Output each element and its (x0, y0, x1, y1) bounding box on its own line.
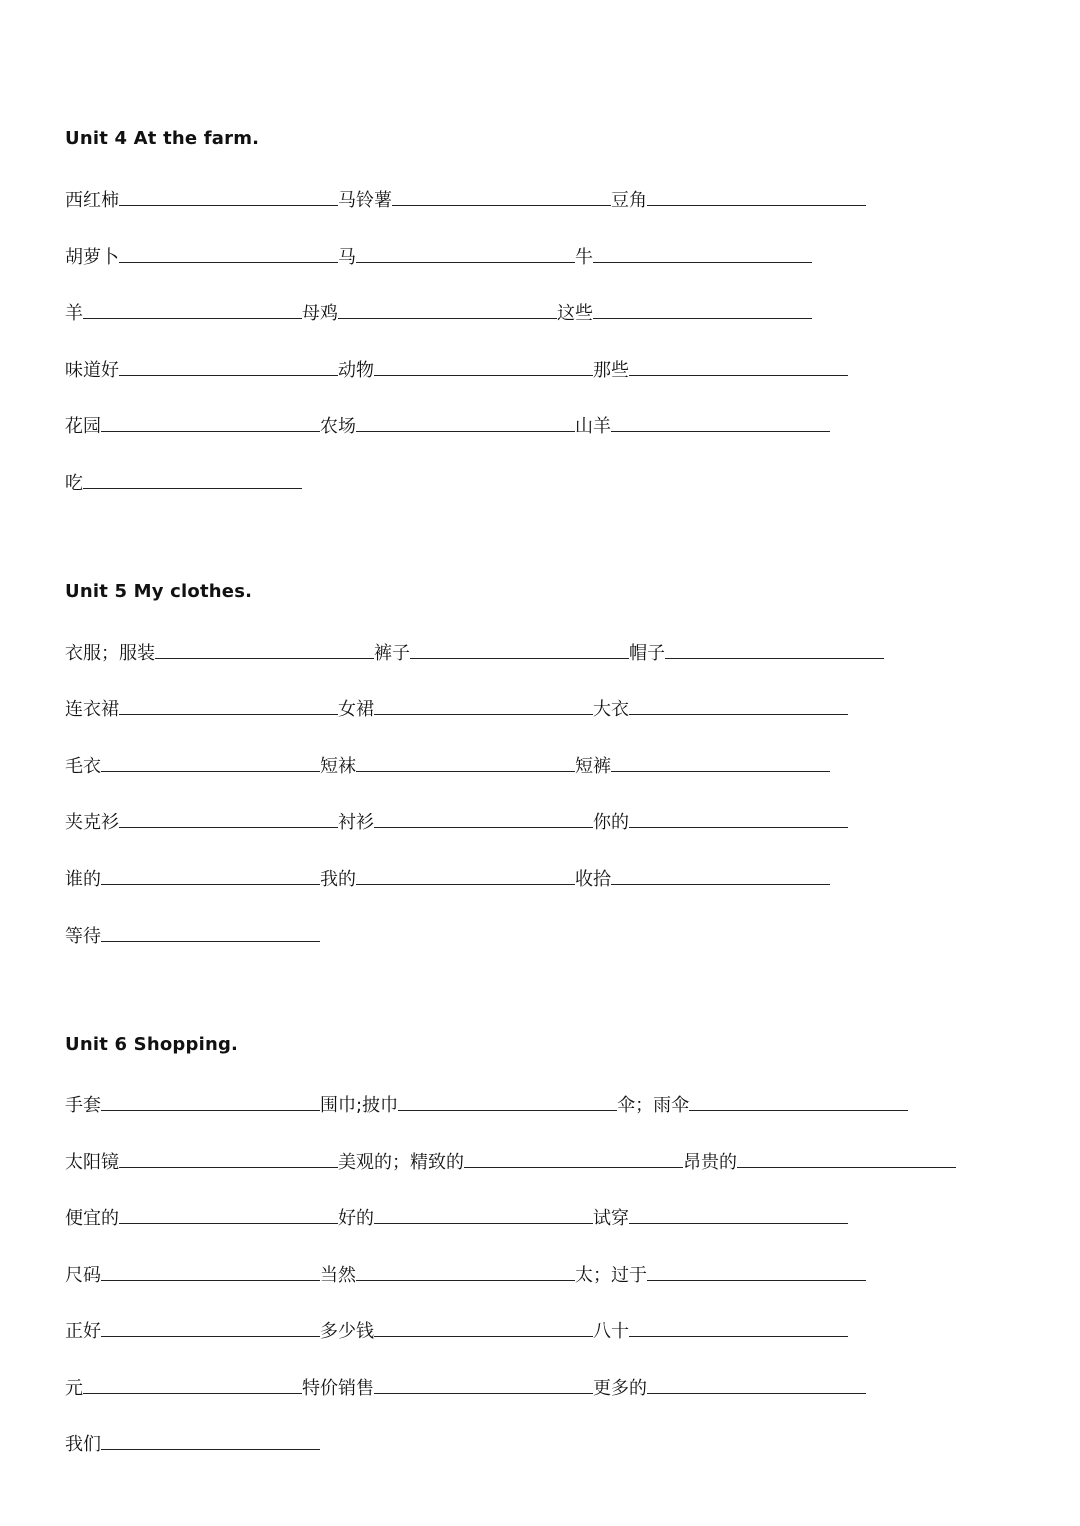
answer-blank[interactable] (356, 753, 575, 772)
worksheet-page (65, 0, 1055, 1526)
vocab-item (65, 299, 302, 325)
vocab-word: 美观的；精致的 (338, 1152, 464, 1173)
answer-blank[interactable] (356, 1262, 575, 1281)
vocab-word: 女裙 (338, 699, 374, 720)
unit-6-row-4 (65, 1261, 866, 1285)
vocab-item (320, 865, 575, 891)
answer-blank[interactable] (101, 413, 320, 432)
answer-blank[interactable] (83, 1375, 302, 1394)
vocab-word: 短裤 (575, 756, 611, 777)
vocab-word: 太阳镜 (65, 1152, 119, 1173)
vocab-item (374, 639, 629, 665)
answer-blank[interactable] (101, 1318, 320, 1337)
vocab-item (65, 1430, 320, 1456)
answer-blank[interactable] (629, 1205, 848, 1224)
vocab-item (593, 808, 848, 834)
answer-blank[interactable] (611, 753, 830, 772)
vocab-word: 帽子 (629, 643, 665, 664)
vocab-word: 好的 (338, 1208, 374, 1229)
vocab-item (575, 865, 830, 891)
vocab-item (338, 186, 611, 212)
vocab-item (320, 1261, 575, 1287)
answer-blank[interactable] (119, 244, 338, 263)
answer-blank[interactable] (119, 357, 338, 376)
vocab-word: 当然 (320, 1265, 356, 1286)
vocab-item (65, 1317, 320, 1343)
answer-blank[interactable] (155, 640, 374, 659)
answer-blank[interactable] (464, 1149, 683, 1168)
vocab-word: 母鸡 (302, 303, 338, 324)
vocab-item (338, 808, 593, 834)
vocab-item (65, 186, 338, 212)
answer-blank[interactable] (83, 300, 302, 319)
vocab-word: 便宜的 (65, 1208, 119, 1229)
vocab-word: 伞；雨伞 (617, 1095, 690, 1116)
vocab-word: 牛 (575, 247, 593, 268)
unit-5-row-6 (65, 922, 320, 946)
answer-blank[interactable] (119, 1205, 338, 1224)
vocab-item (575, 243, 812, 269)
vocab-item (65, 808, 338, 834)
answer-blank[interactable] (392, 187, 611, 206)
vocab-item (65, 1148, 338, 1174)
unit-4-row-2 (65, 243, 812, 267)
vocab-word: 衬衫 (338, 812, 374, 833)
unit-5-title: Unit 5 My clothes. (65, 581, 253, 602)
vocab-word: 山羊 (575, 416, 611, 437)
answer-blank[interactable] (101, 1262, 320, 1281)
vocab-word: 衣服；服装 (65, 643, 155, 664)
vocab-item (65, 695, 338, 721)
answer-blank[interactable] (374, 696, 593, 715)
vocab-word: 元 (65, 1378, 83, 1399)
answer-blank[interactable] (119, 1149, 338, 1168)
vocab-item (65, 922, 320, 948)
unit-4-row-1 (65, 186, 866, 210)
answer-blank[interactable] (629, 1318, 848, 1337)
answer-blank[interactable] (338, 300, 557, 319)
answer-blank[interactable] (647, 1262, 866, 1281)
answer-blank[interactable] (593, 300, 812, 319)
vocab-item (65, 412, 320, 438)
vocab-word: 农场 (320, 416, 356, 437)
vocab-item (320, 752, 575, 778)
vocab-word: 我们 (65, 1434, 101, 1455)
unit-6-row-5 (65, 1317, 848, 1341)
answer-blank[interactable] (689, 1092, 908, 1111)
vocab-item (611, 186, 866, 212)
vocab-item (302, 1374, 593, 1400)
vocab-item (65, 752, 320, 778)
answer-blank[interactable] (101, 1092, 320, 1111)
answer-blank[interactable] (356, 413, 575, 432)
answer-blank[interactable] (665, 640, 884, 659)
answer-blank[interactable] (101, 753, 320, 772)
vocab-item (320, 1317, 593, 1343)
vocab-item (302, 299, 557, 325)
vocab-word: 马 (338, 247, 356, 268)
vocab-word: 试穿 (593, 1208, 629, 1229)
answer-blank[interactable] (356, 244, 575, 263)
unit-5-row-5 (65, 865, 830, 889)
vocab-word: 更多的 (593, 1378, 647, 1399)
unit-6-row-2 (65, 1148, 956, 1172)
vocab-item (593, 1204, 848, 1230)
answer-blank[interactable] (119, 696, 338, 715)
unit-5-row-3 (65, 752, 830, 776)
vocab-word: 正好 (65, 1321, 101, 1342)
unit-4-row-6 (65, 469, 302, 493)
vocab-word: 昂贵的 (683, 1152, 737, 1173)
answer-blank[interactable] (737, 1149, 956, 1168)
vocab-item (338, 243, 575, 269)
unit-4-row-5 (65, 412, 830, 436)
unit-4-title: Unit 4 At the farm. (65, 128, 260, 149)
vocab-item (575, 412, 830, 438)
answer-blank[interactable] (374, 357, 593, 376)
vocab-word: 尺码 (65, 1265, 101, 1286)
answer-blank[interactable] (647, 187, 866, 206)
unit-6-row-1 (65, 1091, 908, 1115)
unit-5-row-4 (65, 808, 848, 832)
vocab-item (338, 356, 593, 382)
vocab-word: 胡萝卜 (65, 247, 119, 268)
vocab-item (65, 243, 338, 269)
vocab-word: 西红柿 (65, 190, 119, 211)
answer-blank[interactable] (101, 866, 320, 885)
unit-6-row-7 (65, 1430, 320, 1454)
unit-6-row-6 (65, 1374, 866, 1398)
vocab-item (629, 639, 884, 665)
vocab-item (683, 1148, 956, 1174)
answer-blank[interactable] (374, 1205, 593, 1224)
vocab-item (338, 1148, 683, 1174)
answer-blank[interactable] (629, 696, 848, 715)
vocab-word: 围巾;披巾 (320, 1095, 399, 1116)
vocab-word: 夹克衫 (65, 812, 119, 833)
vocab-word: 特价销售 (302, 1378, 374, 1399)
vocab-word: 短袜 (320, 756, 356, 777)
vocab-word: 羊 (65, 303, 83, 324)
vocab-item (320, 412, 575, 438)
vocab-word: 多少钱 (320, 1321, 374, 1342)
vocab-word: 豆角 (611, 190, 647, 211)
vocab-item (575, 752, 830, 778)
vocab-word: 收拾 (575, 869, 611, 890)
answer-blank[interactable] (647, 1375, 866, 1394)
answer-blank[interactable] (101, 923, 320, 942)
vocab-item (557, 299, 812, 325)
vocab-word: 这些 (557, 303, 593, 324)
vocab-item (593, 695, 848, 721)
vocab-item (338, 1204, 593, 1230)
answer-blank[interactable] (374, 1318, 593, 1337)
vocab-item (593, 1317, 848, 1343)
unit-6-title: Unit 6 Shopping. (65, 1034, 239, 1055)
vocab-word: 花园 (65, 416, 101, 437)
vocab-word: 味道好 (65, 360, 119, 381)
vocab-word: 那些 (593, 360, 629, 381)
vocab-word: 等待 (65, 926, 101, 947)
answer-blank[interactable] (398, 1092, 617, 1111)
vocab-item (320, 1091, 617, 1117)
answer-blank[interactable] (101, 1431, 320, 1450)
answer-blank[interactable] (356, 866, 575, 885)
answer-blank[interactable] (83, 470, 302, 489)
vocab-word: 裤子 (374, 643, 410, 664)
vocab-item (65, 1091, 320, 1117)
vocab-word: 太；过于 (575, 1265, 647, 1286)
vocab-item (575, 1261, 866, 1287)
vocab-word: 吃 (65, 473, 83, 494)
vocab-item (65, 469, 302, 495)
vocab-item (65, 1374, 302, 1400)
vocab-word: 我的 (320, 869, 356, 890)
vocab-item (617, 1091, 908, 1117)
answer-blank[interactable] (611, 413, 830, 432)
vocab-item (65, 356, 338, 382)
vocab-word: 动物 (338, 360, 374, 381)
vocab-word: 谁的 (65, 869, 101, 890)
vocab-word: 马铃薯 (338, 190, 392, 211)
vocab-word: 八十 (593, 1321, 629, 1342)
unit-5-row-2 (65, 695, 848, 719)
answer-blank[interactable] (593, 244, 812, 263)
answer-blank[interactable] (119, 187, 338, 206)
answer-blank[interactable] (374, 809, 593, 828)
vocab-word: 毛衣 (65, 756, 101, 777)
answer-blank[interactable] (119, 809, 338, 828)
answer-blank[interactable] (410, 640, 629, 659)
vocab-word: 连衣裙 (65, 699, 119, 720)
vocab-item (338, 695, 593, 721)
vocab-word: 大衣 (593, 699, 629, 720)
answer-blank[interactable] (629, 809, 848, 828)
vocab-item (593, 356, 848, 382)
vocab-item (65, 639, 374, 665)
unit-5-row-1 (65, 639, 884, 663)
answer-blank[interactable] (611, 866, 830, 885)
unit-6-row-3 (65, 1204, 848, 1228)
unit-4-row-3 (65, 299, 812, 323)
vocab-item (65, 1261, 320, 1287)
vocab-word: 你的 (593, 812, 629, 833)
vocab-item (65, 1204, 338, 1230)
vocab-word: 手套 (65, 1095, 101, 1116)
vocab-item (65, 865, 320, 891)
answer-blank[interactable] (629, 357, 848, 376)
answer-blank[interactable] (374, 1375, 593, 1394)
vocab-item (593, 1374, 866, 1400)
unit-4-row-4 (65, 356, 848, 380)
